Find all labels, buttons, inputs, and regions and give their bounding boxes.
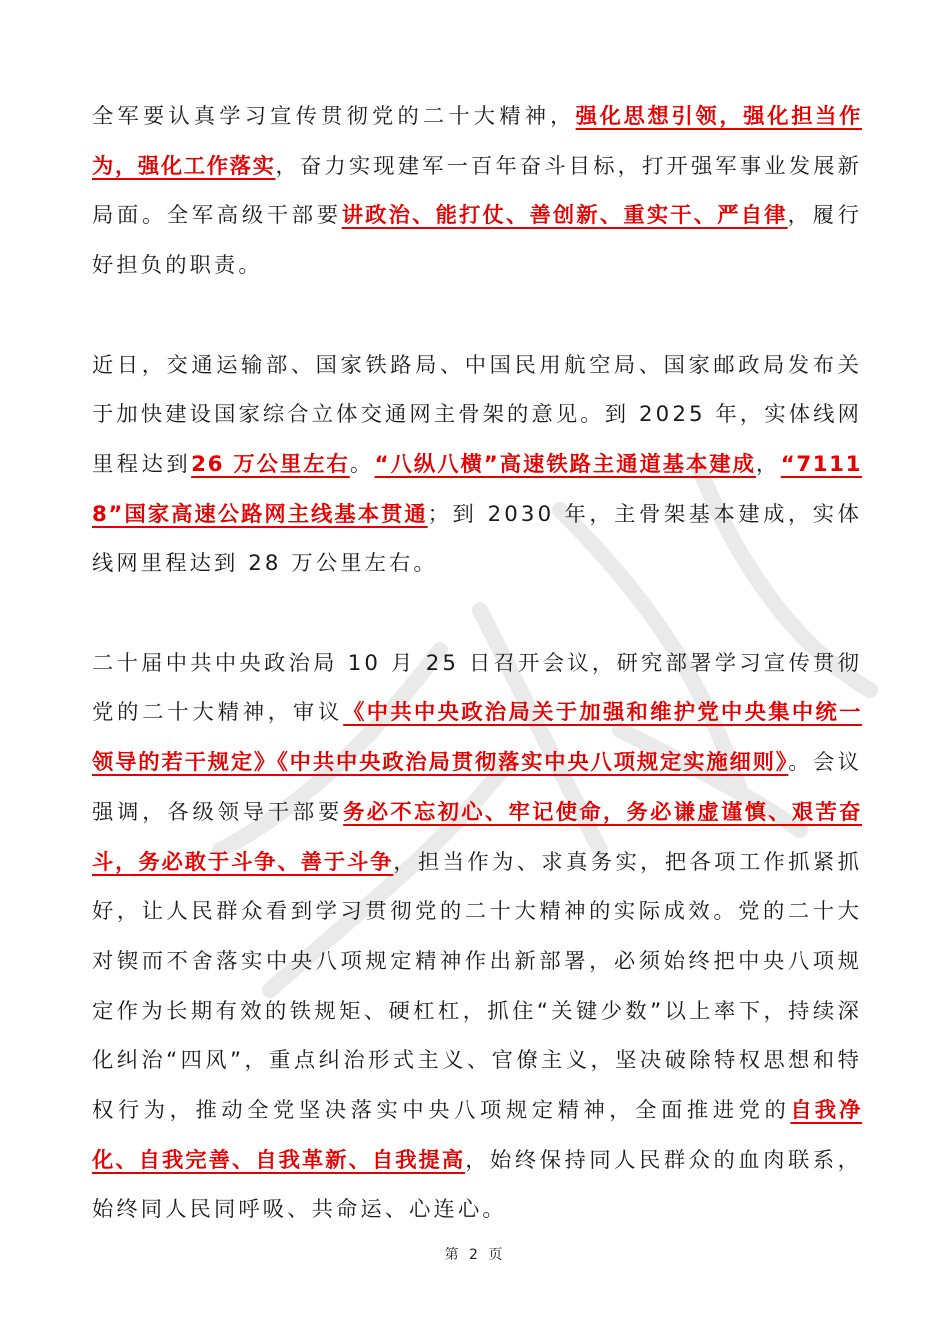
text-run: 二十届中共中央政治局 10 月 25 日召开会议，研究部署学习宣传贯彻党的二十大精神，审议 — [92, 650, 862, 726]
text-run: ，担当作为、求真务实，把各项工作抓紧抓好，让人民群众看到学习贯彻党的二十大精神的实际成效。党的二十大对锲而不舍落实中央八项规定精神作出新部署，必须始终把中央八项规定作为长期有效的铁规矩、硬杠杠，抓住“关键少数”以上率下，持续深化纠治“四风”，重点纠治形式主义、官僚主义，坚决破除特权思想和特权行为，推动全党坚决落实中央八项规定精神，全面推进党的 — [92, 849, 862, 1124]
text-run: ，履行好担负的职责。 — [92, 203, 862, 279]
highlighted-phrase: 讲政治、能打仗、善创新、重实干、严自律 — [341, 203, 788, 229]
highlighted-phrase: 26 万公里左右 — [191, 451, 350, 477]
text-run: 近日，交通运输部、国家铁路局、中国民用航空局、国家邮政局发布关于加快建设国家综合立体交通网主骨架的意见。到 2025 年，实体线网里程达到 — [92, 352, 862, 477]
highlighted-phrase: 务必不忘初心、牢记使命，务必谦虚谨慎、艰苦奋斗，务必敢于斗争、善于斗争 — [92, 799, 862, 875]
paragraph-3 — [92, 639, 862, 1235]
highlighted-phrase: 《中共中央政治局关于加强和维护党中央集中统一领导的若干规定》《中共中央政治局贯彻落实中央八项规定实施细则》 — [92, 700, 862, 776]
text-run: 全军要认真学习宣传贯彻党的二十大精神， — [92, 104, 576, 129]
text-run: ，奋力实现建军一百年奋斗目标，打开强军事业发展新局面。全军高级干部要 — [92, 153, 862, 229]
text-run: ， — [755, 451, 781, 477]
highlighted-phrase: 强化思想引领，强化担当作为，强化工作落实 — [92, 104, 863, 179]
text-run: 。 — [349, 451, 375, 477]
highlighted-phrase: 自我净化、自我完善、自我革新、自我提高 — [92, 1098, 863, 1173]
text-run: 。会议强调，各级领导干部要 — [92, 750, 862, 825]
paragraph-1 — [92, 92, 862, 291]
text-run: ，始终保持同人民群众的血肉联系，始终同人民同呼吸、共命运、心连心。 — [92, 1147, 862, 1223]
page-number: 第 2 页 — [444, 1247, 506, 1263]
document-body — [92, 92, 862, 1235]
highlighted-phrase: “八纵八横”高速铁路主通道基本建成 — [374, 451, 756, 477]
text-run: ；到 2030 年，主骨架基本建成，实体线网里程达到 28 万公里左右。 — [92, 501, 862, 577]
highlighted-phrase: “71118”国家高速公路网主线基本贯通 — [92, 451, 862, 527]
paragraph-2 — [92, 341, 862, 590]
